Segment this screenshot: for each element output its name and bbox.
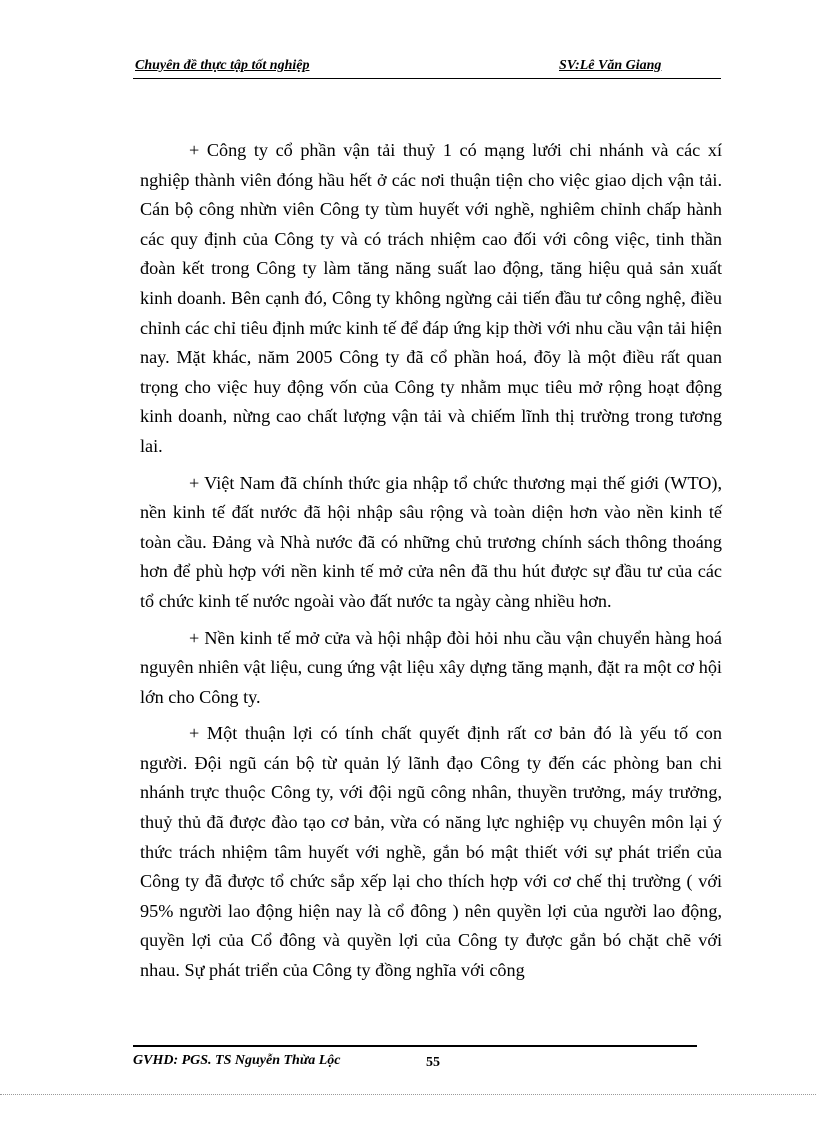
main-body [140,136,722,993]
paragraph: + Công ty cổ phần vận tải thuỷ 1 có mạng lưới chi nhánh và các xí nghiệp thành viên đóng hầu hết ở các nơi thuận tiện cho việc giao dịch vận tải. Cán bộ công nhừn viên Công ty tùm huyết với nghề, nghiêm chỉnh chấp hành các quy định của Công ty và có trách nhiệm cao đối với công việc, tinh thần đoàn kết trong Công ty làm tăng năng suất lao động, tăng hiệu quả sản xuất kinh doanh. Bên cạnh đó, Công ty không ngừng cải tiến đầu tư công nghệ, điều chỉnh các chỉ tiêu định mức kinh tế để đáp ứng kịp thời với nhu cầu vận tải hiện nay. Mặt khác, năm 2005 Công ty đã cổ phần hoá, đõy là một điều rất quan trọng cho việc huy động vốn của Công ty nhằm mục tiêu mở rộng hoạt động kinh doanh, nừng cao chất lượng vận tải và chiếm lĩnh thị trường trong tương lai. [140,140,722,456]
paragraph: + Nền kinh tế mở cửa và hội nhập đòi hỏi nhu cầu vận chuyển hàng hoá nguyên nhiên vật liệu, cung ứng vật liệu xây dựng tăng mạnh, đặt ra một cơ hội lớn cho Công ty. [140,627,722,707]
advisor-name: GVHD: PGS. TS Nguyễn Thừa Lộc [133,1053,341,1068]
page-footer [133,1045,697,1077]
paragraph: + Việt Nam đã chính thức gia nhập tổ chức thương mại thế giới (WTO), nền kinh tế đất nước đã hội nhập sâu rộng và toàn diện hơn vào nền kinh tế toàn cầu. Đảng và Nhà nước đã có những chủ trương chính sách thông thoáng hơn để phù hợp với nền kinh tế mở cửa nên đã thu hút được sự đầu tư của các tổ chức kinh tế nước ngoài vào đất nước ta ngày càng nhiều hơn. [140,472,722,611]
page-number: 55 [426,1055,440,1070]
document-title: Chuyên đề thực tập tốt nghiệp [135,58,310,73]
page-header [133,56,721,79]
page-bottom-divider [0,1094,816,1095]
paragraph: + Một thuận lợi có tính chất quyết định rất cơ bản đó là yếu tố con người. Đội ngũ cán bộ từ quản lý lãnh đạo Công ty đến các phòng ban chi nhánh trực thuộc Công ty, với đội ngũ công nhân, thuyền trưởng, máy trưởng, thuỷ thủ đã được đào tạo cơ bản, vừa có năng lực nghiệp vụ chuyên môn lại ý thức trách nhiệm tâm huyết với nghề, gắn bó mật thiết với sự phát triển của Công ty đã được tổ chức sắp xếp lại cho thích hợp với cơ chế thị trường ( với 95% người lao động hiện nay là cổ đông ) nên quyền lợi của người lao động, quyền lợi của Cổ đông và quyền lợi của Công ty được gắn bó chặt chẽ với nhau. Sự phát triển của Công ty đồng nghĩa với công [140,723,722,981]
student-name: SV:Lê Văn Giang [559,58,662,73]
